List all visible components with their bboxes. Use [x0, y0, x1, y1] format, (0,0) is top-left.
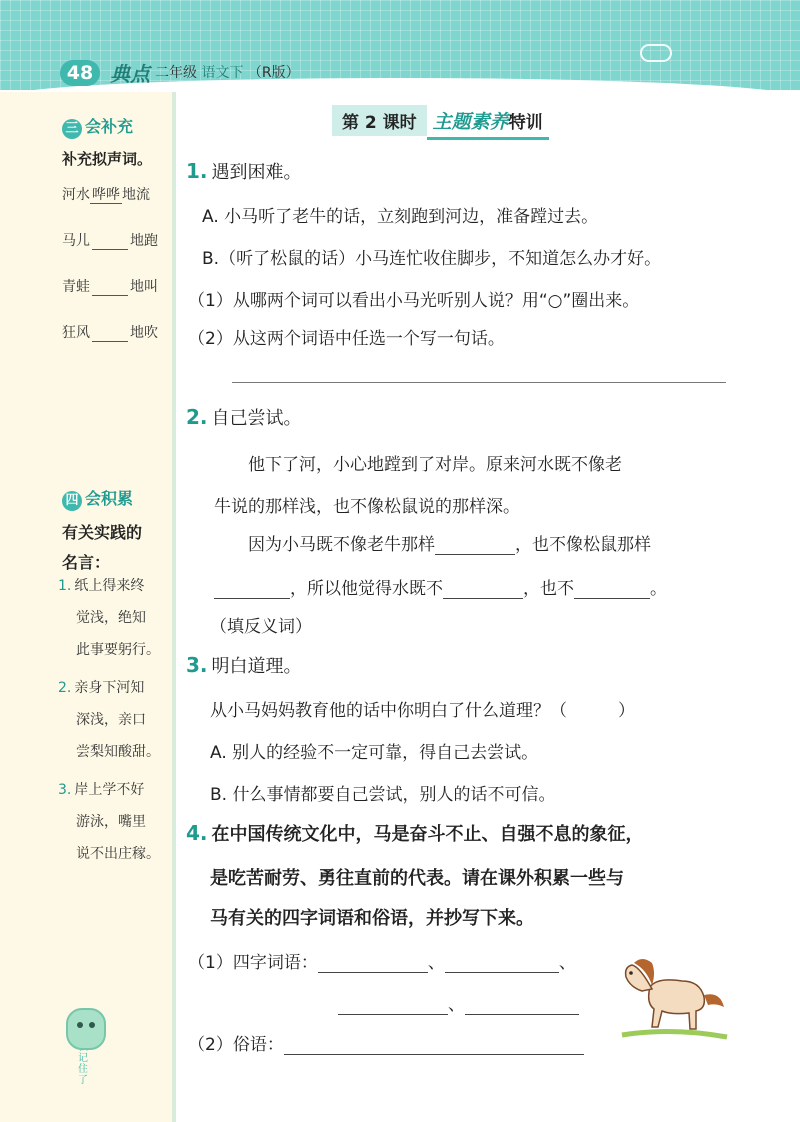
quote-item-1 — [58, 570, 166, 666]
quote-line: 纸上得来终 — [74, 578, 145, 594]
idiom-blank-1[interactable] — [318, 954, 428, 973]
fill-text: ，所以他觉得水既不 — [290, 579, 443, 599]
cloud-icon — [640, 44, 672, 62]
section4-number: 四 — [62, 491, 82, 511]
q4-part-1-row-2 — [338, 990, 579, 1015]
fill-blank[interactable] — [92, 281, 128, 296]
page-number: 48 — [60, 60, 100, 86]
grade-label: 二年级 — [155, 65, 197, 81]
q3-option-a: A. 别人的经验不一定可靠，得自己去尝试。 — [210, 743, 539, 763]
question-title: 明白道理。 — [211, 656, 302, 677]
fill-text: 因为小马既不像老牛那样 — [248, 535, 435, 555]
mascot-caption: 记住了 — [78, 1053, 88, 1086]
mascot-eye — [77, 1022, 83, 1028]
onomatopoeia-line-1 — [62, 184, 150, 204]
quote-line: 深浅，亲口 — [76, 712, 146, 728]
line-prefix: 狂风 — [62, 325, 90, 341]
fill-blank[interactable] — [435, 536, 515, 555]
q1-option-a: A. 小马听了老牛的话，立刻跑到河边，准备蹚过去。 — [202, 207, 599, 227]
q2-note: （填反义词） — [210, 617, 312, 637]
fill-text: ，也不像松鼠那样 — [515, 535, 651, 555]
fill-blank[interactable] — [92, 235, 128, 250]
section3-title — [62, 114, 133, 139]
q1-answer-line[interactable] — [232, 382, 726, 383]
line-suffix: 地跑 — [130, 233, 158, 249]
question-1-title — [186, 158, 302, 184]
sidebar — [0, 92, 176, 1122]
line-fill: 哗哗 — [92, 187, 120, 203]
line-prefix: 马儿 — [62, 233, 90, 249]
fill-text: ，也不 — [523, 579, 574, 599]
quote-line: 尝梨知酸甜。 — [76, 744, 160, 760]
question-number: 4. — [186, 821, 208, 845]
lesson-banner — [332, 104, 549, 134]
subject-label: 语文下 — [201, 65, 244, 81]
quote-line: 觉浅，绝知 — [76, 610, 146, 626]
quote-line: 此事要躬行。 — [76, 642, 160, 658]
onomatopoeia-line-4 — [62, 322, 158, 342]
question-number: 1. — [186, 159, 208, 183]
line-prefix: 河水 — [62, 187, 90, 203]
mascot-eye — [89, 1022, 95, 1028]
separator: 、 — [427, 953, 445, 973]
part-label: （1）四字词语： — [188, 953, 318, 973]
q2-fill-line-1 — [248, 530, 651, 555]
fill-blank[interactable] — [92, 327, 128, 342]
q2-paragraph-line-1: 他下了河，小心地蹚到了对岸。原来河水既不像老 — [248, 455, 622, 475]
saying-blank[interactable] — [284, 1036, 584, 1055]
question-title: 自己尝试。 — [211, 408, 302, 429]
line-suffix: 地叫 — [130, 279, 158, 295]
quote-number: 1. — [58, 578, 72, 594]
q3-option-b: B. 什么事情都要自己尝试，别人的话不可信。 — [210, 785, 556, 805]
line-prefix: 青蛙 — [62, 279, 90, 295]
q4-part-1 — [188, 948, 576, 973]
question-number: 2. — [186, 405, 208, 429]
quote-number: 2. — [58, 680, 72, 696]
question-2-title — [186, 404, 302, 430]
idiom-blank-4[interactable] — [465, 996, 579, 1015]
quote-item-3 — [58, 774, 166, 870]
section3-instruction: 补充拟声词。 — [62, 150, 153, 168]
quote-line: 说不出庄稼。 — [76, 846, 160, 862]
q4-part-2 — [188, 1030, 584, 1055]
q2-paragraph-line-2: 牛说的那样浅，也不像松鼠说的那样深。 — [214, 497, 520, 517]
section4-sub2: 名言： — [62, 553, 111, 572]
separator: 、 — [558, 953, 576, 973]
section4-title — [62, 486, 133, 511]
quote-line: 岸上学不好 — [74, 782, 145, 798]
main-content — [172, 92, 800, 1122]
header-subtitle — [155, 62, 300, 82]
idiom-blank-3[interactable] — [338, 996, 448, 1015]
question-title: 遇到困难。 — [211, 162, 302, 183]
fill-blank[interactable] — [574, 580, 650, 599]
line-suffix: 地流 — [122, 187, 150, 203]
mascot-icon — [66, 1008, 106, 1050]
onomatopoeia-line-3 — [62, 276, 158, 296]
question-3-title — [186, 652, 302, 678]
q3-stem: 从小马妈妈教育他的话中你明白了什么道理？（ ） — [210, 701, 635, 721]
quote-item-2 — [58, 672, 166, 768]
q1-part-2: （2）从这两个词语中任选一个写一句话。 — [188, 329, 505, 349]
line-suffix: 地吹 — [130, 325, 158, 341]
fill-blank[interactable] — [443, 580, 523, 599]
q1-part-1: （1）从哪两个词可以看出小马光听别人说？用“○”圈出来。 — [188, 291, 640, 311]
brand-logo: 典点 — [110, 62, 150, 86]
fill-text: 。 — [650, 579, 667, 599]
q2-fill-line-2 — [214, 574, 667, 599]
quote-line: 亲身下河知 — [74, 680, 145, 696]
fill-blank[interactable] — [214, 580, 290, 599]
theme-label — [427, 104, 549, 140]
quote-line: 游泳，嘴里 — [76, 814, 146, 830]
question-4-line-3: 马有关的四字词语和俗语，并抄写下来。 — [210, 908, 534, 929]
theme-label-text: 主题素养 — [432, 111, 509, 133]
horse-illustration — [612, 947, 732, 1047]
lesson-label: 第 2 课时 — [332, 105, 427, 136]
question-4-line-2: 是吃苦耐劳、勇往直前的代表。请在课外积累一些与 — [210, 868, 624, 889]
theme-suffix: 特训 — [508, 113, 543, 133]
section4-title-text: 会积累 — [85, 489, 134, 508]
separator: 、 — [448, 995, 465, 1015]
edition-label: （R版） — [247, 65, 300, 81]
question-number: 3. — [186, 653, 208, 677]
q1-option-b: B.（听了松鼠的话）小马连忙收住脚步，不知道怎么办才好。 — [202, 249, 662, 269]
section3-number: 三 — [62, 119, 82, 139]
idiom-blank-2[interactable] — [445, 954, 559, 973]
quote-number: 3. — [58, 782, 72, 798]
onomatopoeia-line-2 — [62, 230, 158, 250]
question-text: 在中国传统文化中，马是奋斗不止、自强不息的象征， — [211, 824, 644, 845]
section3-title-text: 会补充 — [85, 117, 134, 136]
section4-sub1: 有关实践的 — [62, 523, 143, 542]
part-label: （2）俗语： — [188, 1035, 284, 1055]
question-4-line-1 — [186, 820, 644, 846]
